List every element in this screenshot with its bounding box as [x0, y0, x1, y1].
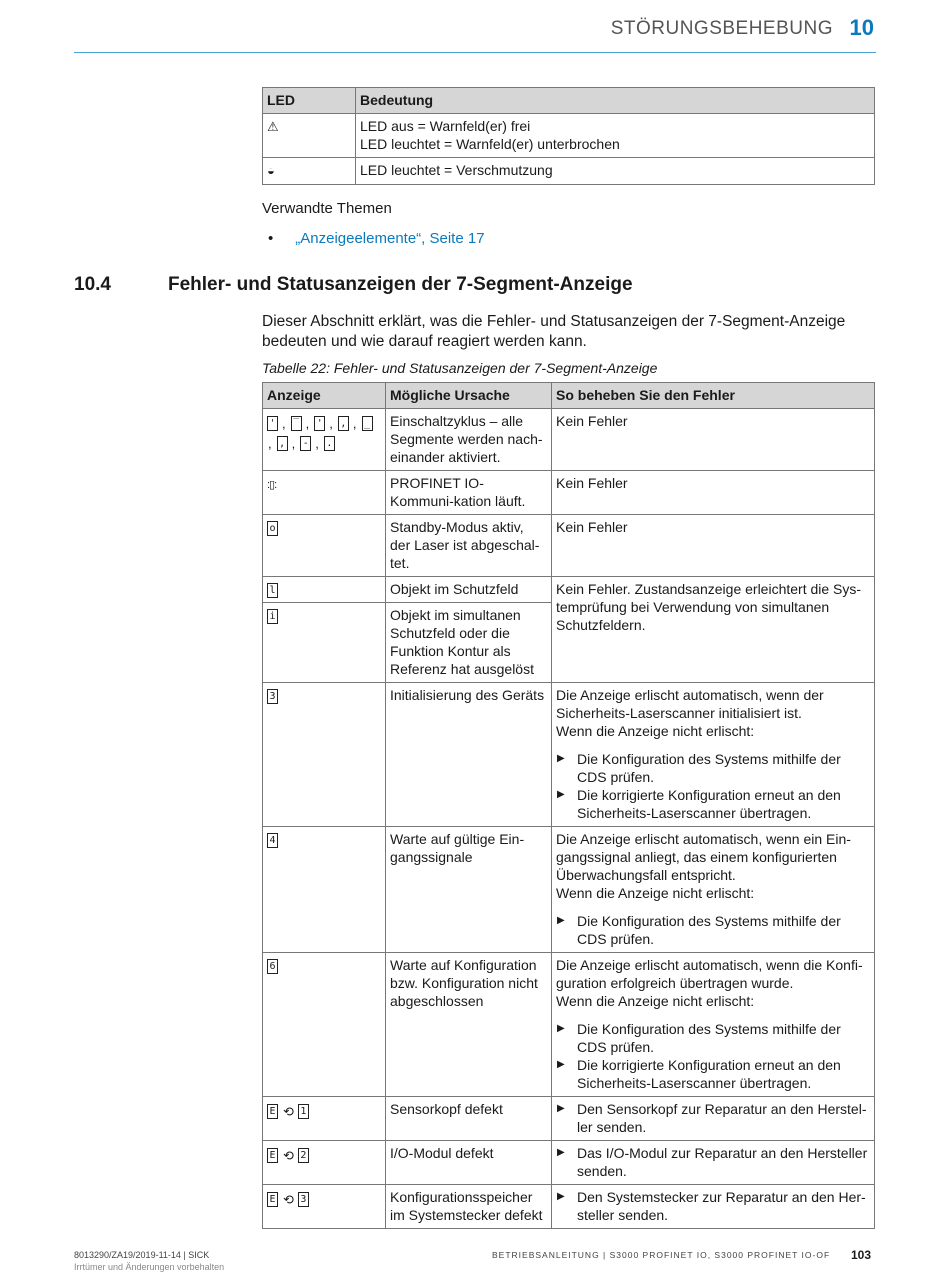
- chapter-number: 10: [849, 15, 874, 40]
- action-list: [556, 912, 870, 948]
- segment-digit: E: [267, 1192, 278, 1207]
- display-cell: [263, 409, 386, 471]
- error-display: [267, 1147, 310, 1165]
- column-header-remedy: So beheben Sie den Fehler: [552, 383, 875, 409]
- remedy-cell: [552, 953, 875, 1097]
- display-cell: [263, 1097, 386, 1141]
- remedy-cell: [552, 683, 875, 827]
- column-header-cause: Mögliche Ursache: [386, 383, 552, 409]
- led-meaning-cell: [356, 158, 875, 185]
- table-row: [263, 1141, 875, 1185]
- section-number: 10.4: [74, 274, 111, 295]
- communication-display-icon: :▯:: [267, 479, 277, 491]
- segment-digit: 3: [267, 689, 278, 704]
- display-cell: [263, 577, 386, 603]
- led-table: [262, 87, 875, 185]
- cause-cell: Initialisierung des Geräts: [386, 683, 552, 827]
- table-caption: Tabelle 22: Fehler- und Statusanzeigen der 7-Segment-Anzeige: [262, 360, 658, 376]
- segment-digit: E: [267, 1104, 278, 1119]
- related-topic-item: [268, 230, 485, 247]
- display-cell: [263, 1141, 386, 1185]
- action-step: ▶ Die Konfiguration des Systems mithilfe der CDS prüfen.: [556, 750, 870, 786]
- table-header-row: [263, 88, 875, 114]
- segment-digit: E: [267, 1148, 278, 1163]
- table-row: [263, 1097, 875, 1141]
- cause-cell: Objekt im Schutzfeld: [386, 577, 552, 603]
- led-icon-cell: [263, 114, 356, 158]
- action-step: ▶ Die Konfiguration des Systems mithilfe der CDS prüfen.: [556, 1020, 870, 1056]
- related-topics-heading: Verwandte Themen: [262, 200, 392, 217]
- cause-cell: Konfigurationsspeicher im Systemstecker defekt: [386, 1185, 552, 1229]
- led-meaning-cell: [356, 114, 875, 158]
- column-header-meaning: Bedeutung: [356, 88, 875, 114]
- cause-cell: Warte auf gültige Ein-gangssignale: [386, 827, 552, 953]
- table-row: [263, 409, 875, 471]
- footer-left: [74, 1249, 224, 1273]
- segment-digit: ': [267, 416, 278, 431]
- section-intro: Dieser Abschnitt erklärt, was die Fehler- und Statusanzeigen der 7-Segment-Anzeige bedeuten und wie darauf reagiert werden kann.: [262, 313, 846, 350]
- remedy-cell: Kein Fehler: [552, 409, 875, 471]
- segment-digit: i: [267, 609, 278, 624]
- action-list: [556, 1188, 870, 1224]
- table-row: [263, 577, 875, 603]
- remedy-cell: Kein Fehler: [552, 471, 875, 515]
- action-list: [556, 1100, 870, 1136]
- remedy-cell: [552, 827, 875, 953]
- cause-cell: Sensorkopf defekt: [386, 1097, 552, 1141]
- table-row: [263, 683, 875, 827]
- remedy-text: Die Anzeige erlischt automatisch, wenn die Konfi-guration erfolgreich übertragen wurde.: [556, 957, 863, 991]
- segment-digit: .: [324, 436, 335, 451]
- table-row: [263, 471, 875, 515]
- segment-digit: 4: [267, 833, 278, 848]
- contamination-icon: ◒: [267, 163, 275, 178]
- led-meaning-line: LED aus = Warnfeld(er) frei: [360, 118, 531, 134]
- segment-digit: 6: [267, 959, 278, 974]
- cause-cell: PROFINET IO-Kommuni-kation läuft.: [386, 471, 552, 515]
- cause-cell: Standby-Modus aktiv, der Laser ist abgeschal-tet.: [386, 515, 552, 577]
- action-list: [556, 1020, 870, 1092]
- segment-digit: l: [267, 583, 278, 598]
- warning-triangle-icon: ⚠: [267, 119, 279, 134]
- related-topic-link[interactable]: „Anzeigeelemente“, Seite 17: [295, 230, 485, 247]
- segment-digit: ': [314, 416, 325, 431]
- section-title: Fehler- und Statusanzeigen der 7-Segment-Anzeige: [168, 274, 633, 295]
- page-number: 103: [851, 1248, 872, 1262]
- action-step: ▶ Das I/O-Modul zur Reparatur an den Hersteller senden.: [556, 1144, 870, 1180]
- action-step: ▶ Den Sensorkopf zur Reparatur an den Herstel-ler senden.: [556, 1100, 870, 1136]
- segment-digit: 1: [298, 1104, 309, 1119]
- action-step: ▶ Die korrigierte Konfiguration erneut an den Sicherheits-Laserscanner übertragen.: [556, 786, 870, 822]
- cycle-arrows-icon: ⟲: [283, 1191, 294, 1207]
- footer-document-title: BETRIEBSANLEITUNG | S3000 PROFINET IO, S3000 PROFINET IO-OF: [492, 1250, 831, 1260]
- cause-cell: Warte auf Konfiguration bzw. Konfiguration nicht abgeschlossen: [386, 953, 552, 1097]
- error-display: [267, 1191, 310, 1209]
- display-cell: [263, 1185, 386, 1229]
- document-id: 8013290/ZA19/2019-11-14 | SICK: [74, 1250, 210, 1260]
- segment-display: ' , ‾ , ' , , , _ , , , - , .: [267, 415, 381, 453]
- display-cell: [263, 683, 386, 827]
- display-cell: [263, 603, 386, 683]
- table-row: [263, 158, 875, 185]
- table-row: [263, 827, 875, 953]
- cause-cell: Objekt im simultanen Schutzfeld oder die Funktion Kontur als Referenz hat ausgelöst: [386, 603, 552, 683]
- cycle-arrows-icon: ⟲: [283, 1103, 294, 1119]
- bullet-icon: •: [268, 230, 274, 247]
- column-header-display: Anzeige: [263, 383, 386, 409]
- remedy-text: Die Anzeige erlischt automatisch, wenn der Sicherheits-Laserscanner initialisiert ist.: [556, 687, 824, 721]
- action-list: [556, 750, 870, 822]
- segment-display-table: [262, 382, 875, 1229]
- header-rule: [74, 52, 876, 53]
- remedy-text: Die Anzeige erlischt automatisch, wenn ein Ein-gangssignal anliegt, das einem konfigurierten Überwachungsfall entspricht.: [556, 831, 851, 883]
- chapter-title: STÖRUNGSBEHEBUNG: [610, 18, 833, 39]
- error-display: [267, 1103, 310, 1121]
- segment-digit: ,: [277, 436, 288, 451]
- segment-digit: ,: [338, 416, 349, 431]
- display-cell: [263, 515, 386, 577]
- segment-digit: -: [300, 436, 311, 451]
- remedy-cell: [552, 1097, 875, 1141]
- table-header-row: [263, 383, 875, 409]
- led-icon-cell: [263, 158, 356, 185]
- cause-cell: I/O-Modul defekt: [386, 1141, 552, 1185]
- cause-cell: Einschaltzyklus – alle Segmente werden nach-einander aktiviert.: [386, 409, 552, 471]
- remedy-cell: [552, 1185, 875, 1229]
- action-step: ▶ Den Systemstecker zur Reparatur an den Her-steller senden.: [556, 1188, 870, 1224]
- action-step: ▶ Die Konfiguration des Systems mithilfe der CDS prüfen.: [556, 912, 870, 948]
- segment-digit: 3: [298, 1192, 309, 1207]
- table-row: [263, 953, 875, 1097]
- remedy-text: Wenn die Anzeige nicht erlischt:: [556, 885, 755, 901]
- segment-digit: ‾: [291, 416, 302, 431]
- led-meaning-line: LED leuchtet = Verschmutzung: [360, 162, 553, 178]
- action-step: ▶ Die korrigierte Konfiguration erneut an den Sicherheits-Laserscanner übertragen.: [556, 1056, 870, 1092]
- led-meaning-line: LED leuchtet = Warnfeld(er) unterbrochen: [360, 136, 620, 152]
- remedy-text: Wenn die Anzeige nicht erlischt:: [556, 723, 755, 739]
- segment-digit: o: [267, 521, 278, 536]
- disclaimer: Irrtümer und Änderungen vorbehalten: [74, 1262, 225, 1272]
- display-cell: [263, 471, 386, 515]
- remedy-cell: [552, 1141, 875, 1185]
- display-cell: [263, 827, 386, 953]
- cycle-arrows-icon: ⟲: [283, 1147, 294, 1163]
- segment-digit: _: [362, 416, 373, 431]
- remedy-cell: Kein Fehler. Zustandsanzeige erleichtert die Sys-temprüfung bei Verwendung von simultanen Schutzfeldern.: [552, 577, 875, 683]
- column-header-led: LED: [263, 88, 356, 114]
- action-list: [556, 1144, 870, 1180]
- table-row: [263, 1185, 875, 1229]
- remedy-cell: Kein Fehler: [552, 515, 875, 577]
- table-row: [263, 114, 875, 158]
- segment-digit: 2: [298, 1148, 309, 1163]
- remedy-text: Wenn die Anzeige nicht erlischt:: [556, 993, 755, 1009]
- display-cell: [263, 953, 386, 1097]
- table-row: [263, 515, 875, 577]
